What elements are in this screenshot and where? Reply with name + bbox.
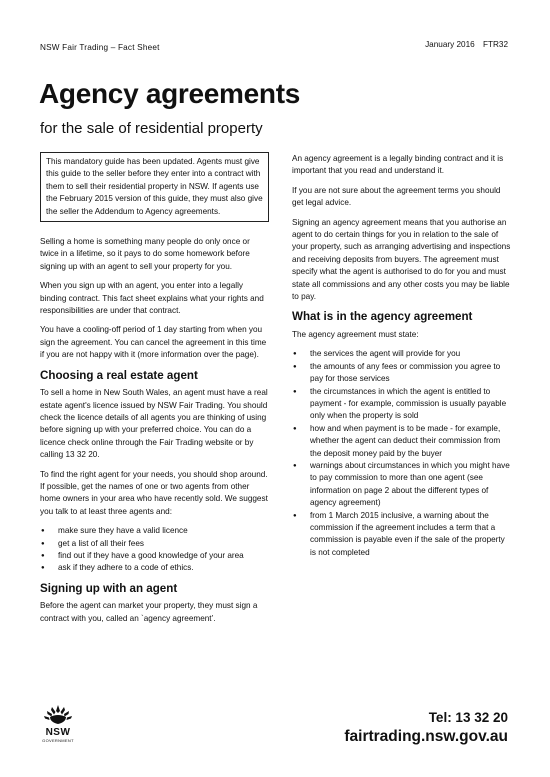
choosing-bullet-list [40, 525, 270, 575]
right-column [292, 153, 512, 567]
agreement-lead: The agency agreement must state: [292, 329, 419, 339]
header-meta [419, 40, 508, 49]
waratah-icon [40, 704, 76, 726]
page-subtitle: for the sale of residential property [40, 120, 263, 137]
intro-paragraph: You have a cooling-off period of 1 day starting from when you sign the agreement. You can cancel the agreement in this time if you are not happy with it (more information over the page). [40, 325, 267, 360]
choosing-paragraph: To sell a home in New South Wales, an agent must have a real estate agent's licence issued by NSW Fair Trading. You should check the licence details of all agents you are thinking of using before signing up with your preferred choice. You can do a licence check online through the Fair Trading website or by calling 13 32 20. [40, 388, 268, 460]
nsw-government-logo [40, 704, 76, 743]
list-item: ● find out if they have a good knowledge of your area [40, 550, 270, 562]
page-title: Agency agreements [39, 78, 301, 109]
list-item: ● how and when payment is to be made - for example, whether the agent can deduct their commission from the deposit money paid by the buyer [292, 423, 512, 460]
list-item: ● from 1 March 2015 inclusive, a warning about the commission if the agreement includes a term that a commission is payable even if the sale of the property is not completed [292, 510, 512, 560]
contact-phone: Tel: 13 32 20 [428, 710, 508, 725]
section-heading-choosing: Choosing a real estate agent [40, 368, 198, 382]
body-paragraph: An agency agreement is a legally binding contract and it is important that you read and understand it. [292, 154, 504, 176]
intro-paragraph: Selling a home is something many people do only once or twice in a lifetime, so it pays to do some homework before signing up with an agent to sell your property for you. [40, 237, 250, 271]
section-heading-signing: Signing up with an agent [40, 581, 178, 595]
list-item: ● the services the agent will provide for you [292, 348, 512, 360]
section-heading-agreement-contents: What is in the agency agreement [292, 310, 473, 324]
header-date: January 2016 [425, 40, 475, 49]
intro-paragraph: When you sign up with an agent, you enter into a legally binding contract. This fact sheet explains what your rights and responsibilities are under that contract. [40, 281, 264, 316]
list-item: ● get a list of all their fees [40, 538, 270, 550]
list-item: ● the circumstances in which the agent is entitled to payment - for example, commission is usually payable only when the property is sold [292, 386, 512, 423]
update-notice-text: This mandatory guide has been updated. Agents must give this guide to the seller before they enter into a contract with them to sell their residential property in NSW. If agents use the February 2015 version of this guide, they must also give the seller the Addendum to Agency agreements. [46, 157, 263, 216]
left-column [40, 152, 270, 632]
list-item: ● the amounts of any fees or commission you agree to pay for those services [292, 361, 512, 386]
body-paragraph: If you are not sure about the agreement terms you should get legal advice. [292, 185, 501, 208]
choosing-paragraph: To find the right agent for your needs, you should shop around. If possible, get the names of one or two agents from other home owners in your area who have recently sold. We suggest you talk to at least three agents and: [40, 469, 268, 516]
logo-government-text: GOVERNMENT [42, 738, 74, 743]
logo-nsw-text: NSW [45, 727, 71, 738]
website-address: fairtrading.nsw.gov.au [344, 728, 508, 745]
header-series: NSW Fair Trading – Fact Sheet [40, 43, 160, 52]
body-paragraph: Signing an agency agreement means that you authorise an agent to do certain things for you in relation to the sale of your property, such as arranging advertising and inspections and receiving deposits from buyers. The agreement must specify what the agent is authorised to do for you and must state all commissions and any other costs you may be liable to pay. [292, 217, 511, 302]
list-item: ● warnings about circumstances in which you might have to pay commission to more than one agent (see information on page 2 about the different types of agency agreement) [292, 460, 512, 510]
list-item: ● ask if they adhere to a code of ethics. [40, 562, 270, 574]
header-code: FTR32 [482, 40, 508, 49]
update-notice-box [40, 152, 269, 222]
list-item: ● make sure they have a valid licence [40, 525, 270, 537]
agreement-bullet-list [292, 348, 512, 559]
signing-paragraph: Before the agent can market your property, they must sign a contract with you, called an `agency agreement’. [40, 601, 258, 623]
